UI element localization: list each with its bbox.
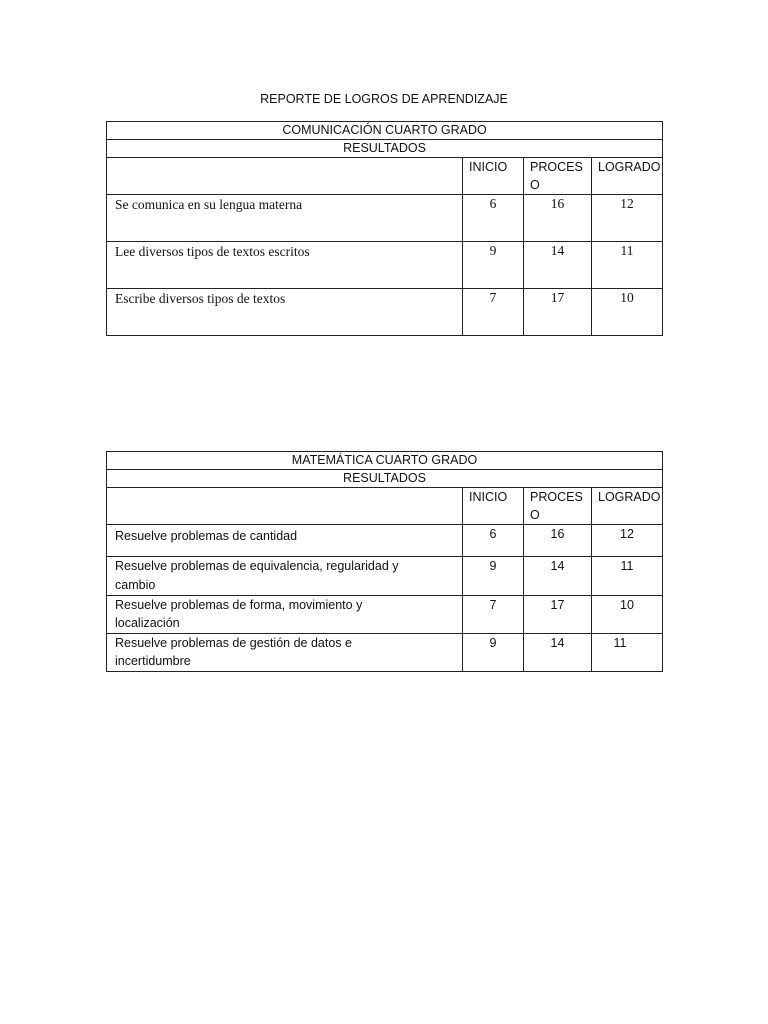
cell-logrado: 11 (592, 242, 663, 289)
cell-inicio: 9 (463, 557, 524, 596)
cell-logrado: 12 (592, 195, 663, 242)
row-label: Escribe diversos tipos de textos (107, 289, 463, 336)
table-subheading: RESULTADOS (107, 140, 663, 158)
row-label: Resuelve problemas de cantidad (107, 525, 463, 557)
cell-proceso: 17 (524, 596, 592, 634)
empty-header-cell (107, 488, 463, 525)
table-subheading-row (107, 470, 663, 488)
cell-logrado: 11 (592, 634, 663, 672)
cell-proceso: 14 (524, 242, 592, 289)
cell-inicio: 9 (463, 634, 524, 672)
cell-logrado: 12 (592, 525, 663, 557)
cell-logrado: 10 (592, 289, 663, 336)
table-row (107, 195, 663, 242)
row-label: Resuelve problemas de gestión de datos e incertidumbre (107, 634, 463, 672)
table-subheading: RESULTADOS (107, 470, 663, 488)
table-heading: COMUNICACIÓN CUARTO GRADO (107, 122, 663, 140)
table-row (107, 596, 663, 634)
cell-logrado: 10 (592, 596, 663, 634)
cell-inicio: 9 (463, 242, 524, 289)
table-heading-row (107, 452, 663, 470)
table-heading: MATEMÁTICA CUARTO GRADO (107, 452, 663, 470)
column-header-row (107, 158, 663, 195)
row-label: Resuelve problemas de forma, movimiento y localización (107, 596, 463, 634)
column-header-logrado: LOGRADO (592, 488, 663, 525)
column-header-inicio: INICIO (463, 488, 524, 525)
matematica-table (106, 451, 663, 672)
table-subheading-row (107, 140, 663, 158)
row-label: Resuelve problemas de equivalencia, regularidad y cambio (107, 557, 463, 596)
cell-inicio: 6 (463, 195, 524, 242)
cell-inicio: 7 (463, 596, 524, 634)
cell-proceso: 14 (524, 634, 592, 672)
column-header-logrado: LOGRADO (592, 158, 663, 195)
cell-inicio: 6 (463, 525, 524, 557)
empty-header-cell (107, 158, 463, 195)
cell-proceso: 14 (524, 557, 592, 596)
table-row (107, 289, 663, 336)
cell-proceso: 16 (524, 195, 592, 242)
table-heading-row (107, 122, 663, 140)
column-header-proceso: PROCES O (524, 488, 592, 525)
row-label: Se comunica en su lengua materna (107, 195, 463, 242)
column-header-inicio: INICIO (463, 158, 524, 195)
row-label: Lee diversos tipos de textos escritos (107, 242, 463, 289)
table-row (107, 242, 663, 289)
table-row (107, 557, 663, 596)
column-header-proceso: PROCES O (524, 158, 592, 195)
table-row (107, 525, 663, 557)
cell-proceso: 17 (524, 289, 592, 336)
cell-inicio: 7 (463, 289, 524, 336)
page-title: REPORTE DE LOGROS DE APRENDIZAJE (260, 92, 508, 106)
cell-proceso: 16 (524, 525, 592, 557)
comunicacion-table (106, 121, 663, 336)
column-header-row (107, 488, 663, 525)
cell-logrado: 11 (592, 557, 663, 596)
table-row (107, 634, 663, 672)
